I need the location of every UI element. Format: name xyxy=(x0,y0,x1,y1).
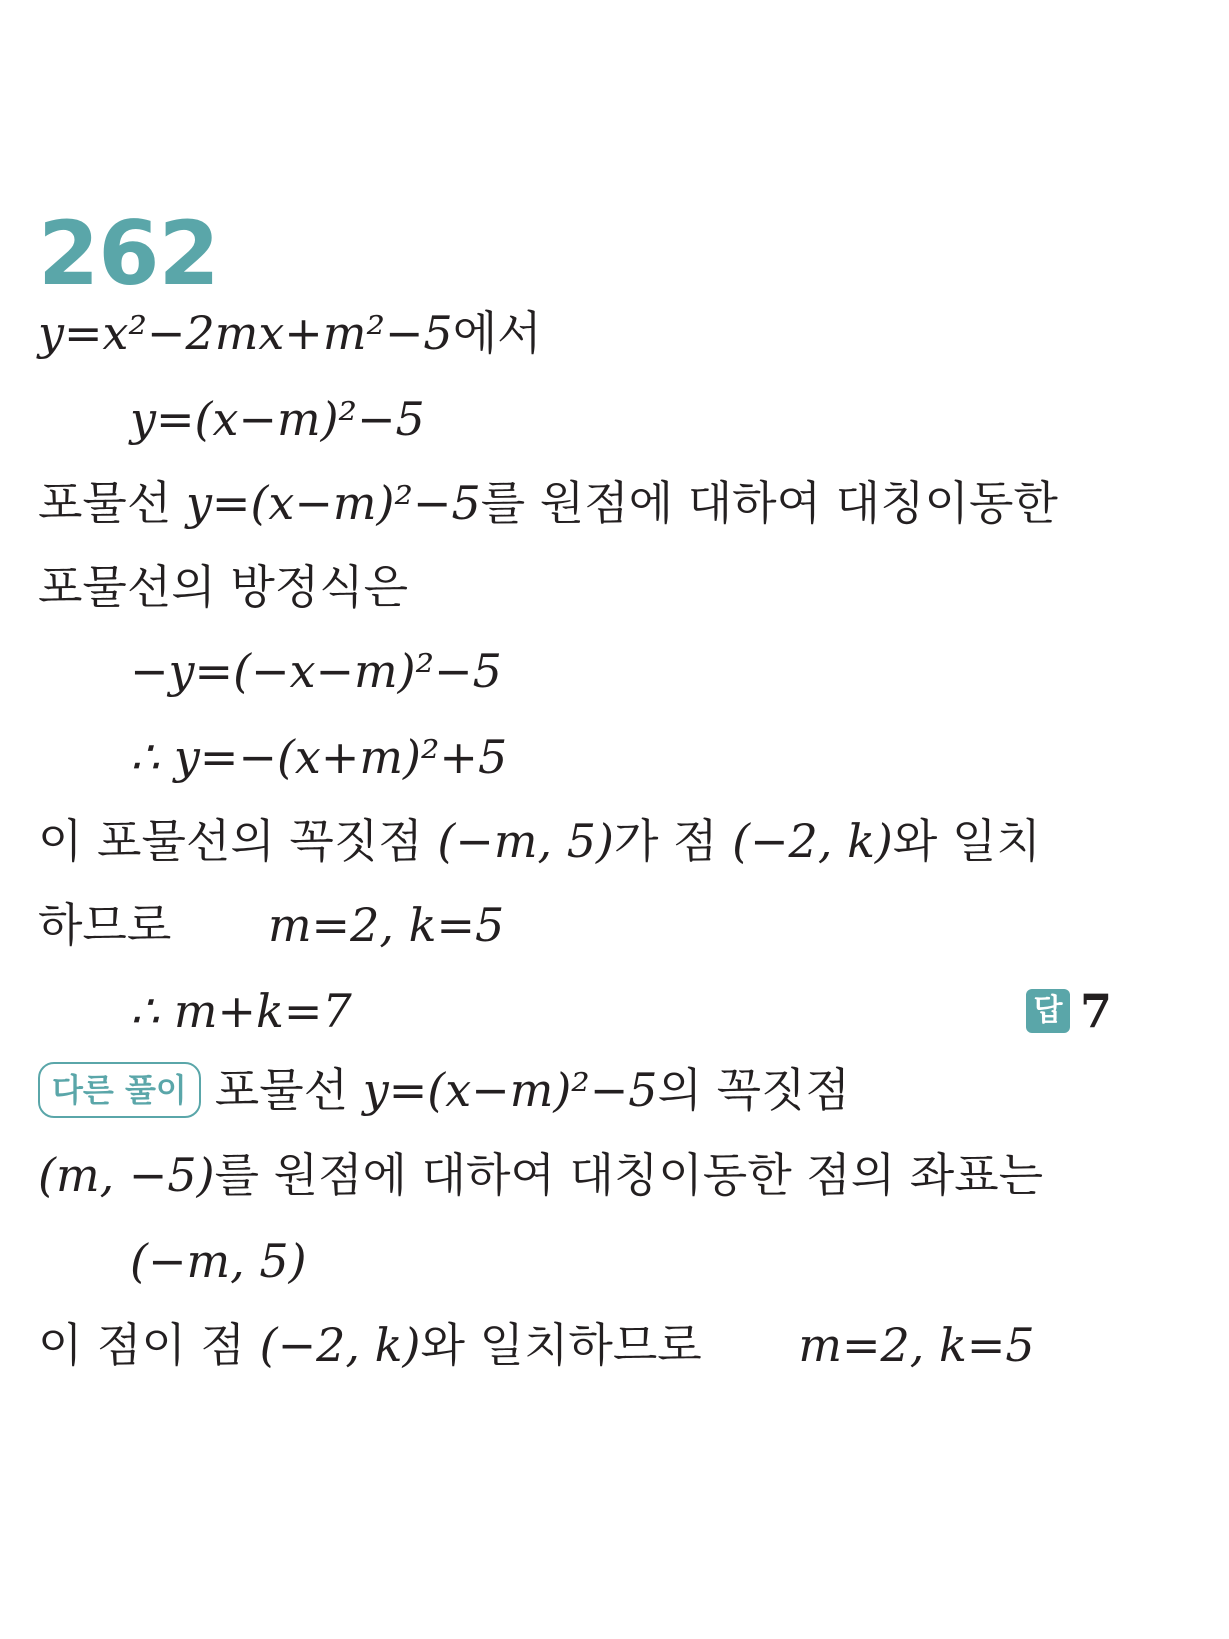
text-prefix: 포물선 xyxy=(38,476,172,530)
equation-reflected: −y=(−x−m)²−5 xyxy=(130,644,502,698)
text-mid: 와 일치하므로 xyxy=(420,1318,702,1372)
line-equation-5 xyxy=(130,644,502,698)
text-suffix: 와 일치 xyxy=(892,814,1041,868)
vertex-point: (−m, 5) xyxy=(437,814,614,868)
text-prefix: 이 포물선의 꼭짓점 xyxy=(38,814,423,868)
line-text-8 xyxy=(38,898,505,952)
line-text-13 xyxy=(38,1318,1035,1372)
equation-inline: y=(x−m)²−5 xyxy=(185,476,481,530)
vertex-point: (m, −5) xyxy=(38,1148,215,1202)
text-suffix: 의 꼭짓점 xyxy=(657,1063,850,1117)
values: m=2, k=5 xyxy=(267,898,505,952)
text-prefix: 하므로 xyxy=(38,898,172,952)
line-text-11 xyxy=(38,1148,1044,1202)
line-text-4 xyxy=(38,560,409,614)
text-suffix: 를 원점에 대하여 대칭이동한 xyxy=(480,476,1058,530)
text-prefix: 포물선 xyxy=(214,1063,349,1117)
answer xyxy=(1026,984,1113,1038)
line-equation-1 xyxy=(38,306,542,360)
text-suffix: 를 원점에 대하여 대칭이동한 점의 좌표는 xyxy=(214,1148,1044,1202)
answer-badge: 답 xyxy=(1026,989,1070,1033)
equation-expanded: y=x²−2mx+m²−5 xyxy=(38,306,453,360)
line-text-10 xyxy=(38,1063,850,1122)
text-mid: 가 점 xyxy=(613,814,718,868)
problem-number: 262 xyxy=(38,202,219,305)
text-body: 포물선의 방정식은 xyxy=(38,560,409,614)
reflected-point: (−m, 5) xyxy=(130,1234,307,1288)
line-equation-12 xyxy=(130,1234,307,1288)
line-text-7 xyxy=(38,814,1041,868)
equation-inline: y=(x−m)²−5 xyxy=(362,1063,658,1117)
text-suffix: 에서 xyxy=(452,306,542,360)
alternative-solution-badge: 다른 풀이 xyxy=(38,1062,201,1118)
equation-result: ∴ y=−(x+m)²+5 xyxy=(130,730,508,784)
values: m=2, k=5 xyxy=(798,1318,1035,1372)
equation-sum: ∴ m+k=7 xyxy=(130,984,352,1038)
given-point: (−2, k) xyxy=(259,1318,421,1372)
equation-vertex-form: y=(x−m)²−5 xyxy=(130,392,425,446)
line-equation-2 xyxy=(130,392,425,446)
answer-value: 7 xyxy=(1080,984,1113,1038)
line-equation-9 xyxy=(130,984,352,1038)
line-equation-6 xyxy=(130,730,508,784)
given-point: (−2, k) xyxy=(732,814,893,868)
line-text-3 xyxy=(38,476,1058,530)
text-prefix: 이 점이 점 xyxy=(38,1318,245,1372)
